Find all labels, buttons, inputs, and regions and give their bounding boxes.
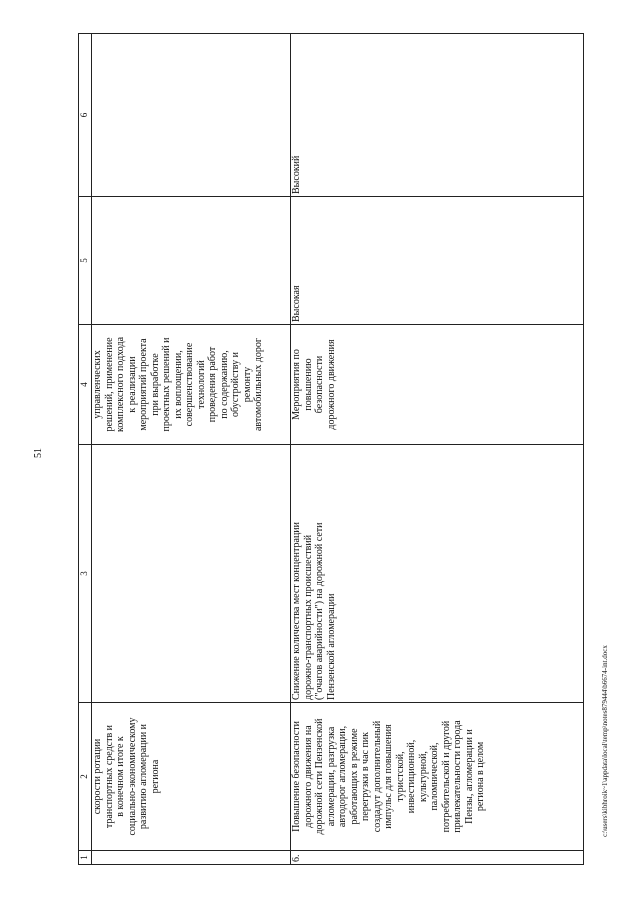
footer-file-path-text: c:\users\kibhroik~1\appdata\local\temp\notes879444\b6674-int.docx — [601, 645, 609, 837]
table-cell-col6 — [291, 34, 584, 197]
data-table — [78, 33, 584, 865]
footer-file-path — [601, 645, 609, 837]
table-cell-measures — [92, 325, 291, 445]
table-cell-task — [92, 445, 291, 703]
header-col-6: 6 — [79, 34, 92, 197]
table-cell-col5 — [92, 197, 291, 325]
header-col-3: 3 — [79, 445, 92, 703]
header-col-1: 1 — [79, 851, 92, 865]
cell-text-num: 6. — [291, 854, 302, 862]
header-col-4: 4 — [79, 325, 92, 445]
table-cell-num — [291, 851, 584, 865]
cell-text-col5: Высокая — [291, 285, 302, 322]
page-number: 51 — [33, 448, 44, 458]
cell-text-measures: управленческих решений, применение комплексного подхода к реализации мероприятий проекта при выработке проектных решений и их воплощении, совершенствование технологий проведения работ по содержанию, обустройству и ремонту автомобильных дорог — [92, 336, 264, 433]
table-cell-goal — [291, 703, 584, 851]
table-row — [291, 34, 584, 865]
header-col-5: 5 — [79, 197, 92, 325]
cell-text-goal: Повышение безопасности дорожного движения на дорожной сети Пензенской агломерации, разгрузка автодорог агломерации, работающих в режиме перегрузки в час пик создадут дополнительный импульс для повышения туристской, инвестиционной, культурной, паломнической, потребительской и другой привлекательности города Пензы, агломерации и региона в целом — [291, 718, 486, 835]
table-cell-col5 — [291, 197, 584, 325]
rotated-table — [78, 34, 583, 865]
cell-text-col6: Высокий — [291, 155, 302, 194]
table-cell-measures — [291, 325, 584, 445]
table-cell-task — [291, 445, 584, 703]
table-container — [78, 34, 583, 865]
header-row — [79, 34, 92, 865]
cell-text-goal: скорости ротации транспортных средств и в конечном итоге к социально-экономическому развитию агломерации и региона — [92, 717, 161, 836]
cell-text-task: Снижение количества мест концентрации дорожно-транспортных происшествий ("очагов аварийности") на дорожной сети Пензенской агломерации — [291, 522, 337, 700]
table-row — [92, 34, 291, 865]
table-cell-goal — [92, 703, 291, 851]
table-cell-col6 — [92, 34, 291, 197]
header-col-2: 2 — [79, 703, 92, 851]
cell-text-measures: Мероприятия по повышению безопасности дорожного движения — [291, 339, 337, 430]
table-cell-num — [92, 851, 291, 865]
